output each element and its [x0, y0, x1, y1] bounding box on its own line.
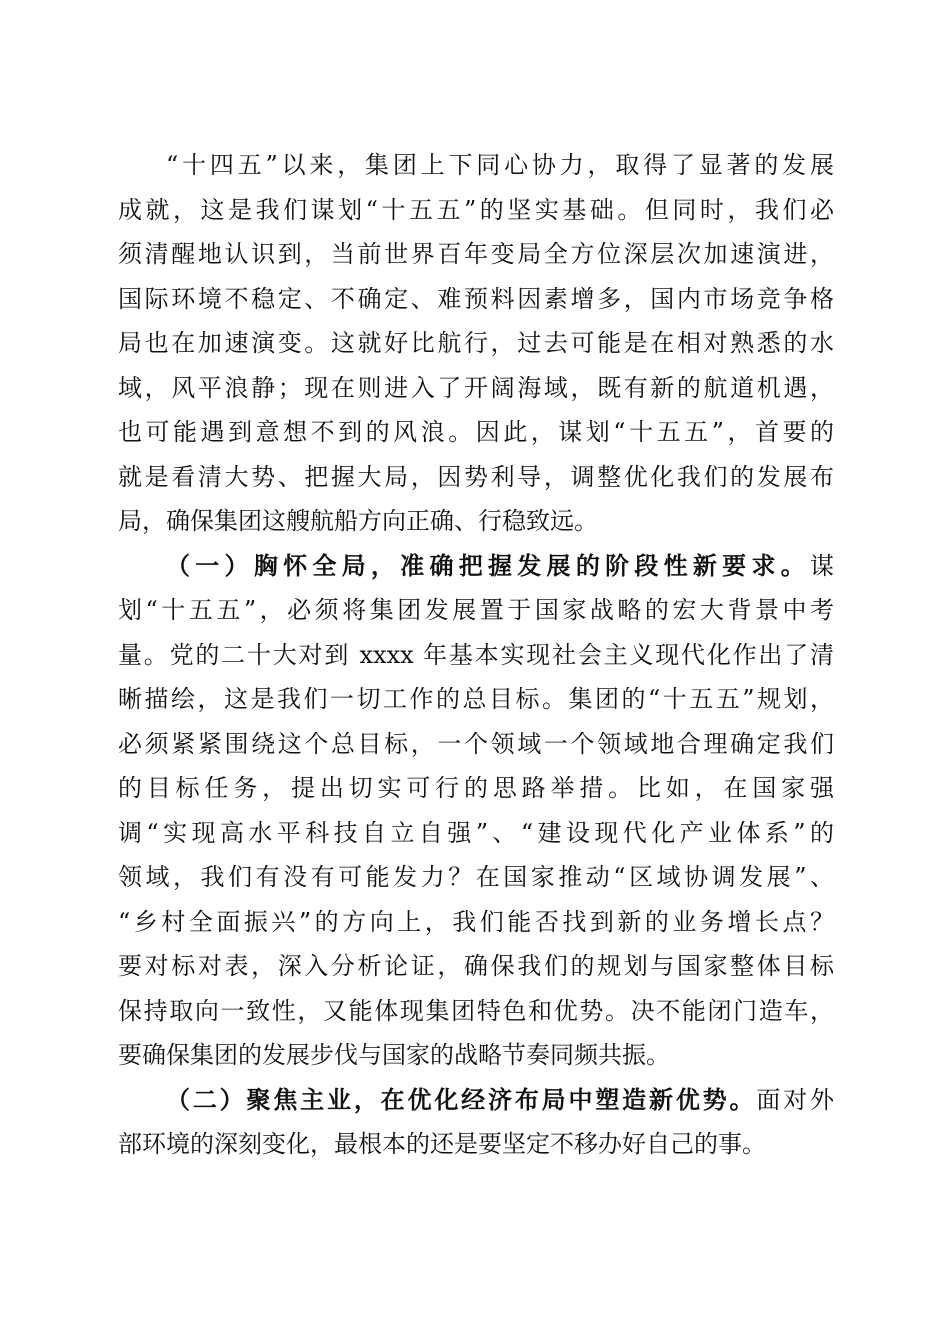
text-line: 域，风平浪静；现在则进入了开阔海域，既有新的航道机遇， — [118, 373, 834, 402]
text-line: 要确保集团的发展步伐与国家的战略节奏同频共振。 — [118, 1041, 670, 1069]
text-line: 的目标任务，提出切实可行的思路举措。比如，在国家强 — [118, 774, 834, 802]
text-line: 须清醒地认识到，当前世界百年变局全方位深层次加速演进， — [118, 240, 834, 268]
text-line — [118, 544, 834, 589]
text-line: 量。党的二十大对到 xxxx 年基本实现社会主义现代化作出了清 — [118, 640, 834, 669]
section-heading-continuation: 谋 — [810, 551, 834, 580]
text-line: 部环境的深刻变化，最根本的还是要坚定不移办好自己的事。 — [118, 1130, 766, 1158]
section-heading: （一）胸怀全局，准确把握发展的阶段性新要求。 — [166, 550, 810, 580]
text-line: 晰描绘，这是我们一切工作的总目标。集团的“十五五”规划， — [118, 685, 834, 713]
text-line: 调“实现高水平科技自立自强”、“建设现代化产业体系”的 — [118, 818, 834, 847]
section-heading: （二）聚焦主业，在优化经济布局中塑造新优势。 — [166, 1084, 757, 1114]
text-line: 要对标对表，深入分析论证，确保我们的规划与国家整体目标 — [118, 952, 834, 980]
text-line: 成就，这是我们谋划“十五五”的坚实基础。但同时，我们必 — [118, 195, 834, 224]
text-line: 划“十五五”，必须将集团发展置于国家战略的宏大背景中考 — [118, 596, 834, 624]
text-line: 局也在加速演变。这就好比航行，过去可能是在相对熟悉的水 — [118, 329, 834, 357]
paragraph-section-1 — [118, 544, 834, 1078]
document-body — [118, 143, 834, 1167]
text-line: 必须紧紧围绕这个总目标，一个领域一个领域地合理确定我们 — [118, 729, 834, 758]
paragraph-intro — [118, 143, 834, 544]
text-line — [118, 1078, 834, 1123]
text-line: 就是看清大势、把握大局，因势利导，调整优化我们的发展布 — [118, 462, 834, 491]
text-line: “十四五”以来，集团上下同心协力，取得了显著的发展 — [166, 151, 834, 179]
text-line: 局，确保集团这艘航船方向正确、行稳致远。 — [118, 507, 598, 535]
text-line: “乡村全面振兴”的方向上，我们能否找到新的业务增长点？ — [118, 907, 834, 936]
text-line: 国际环境不稳定、不确定、难预料因素增多，国内市场竞争格 — [118, 284, 834, 313]
paragraph-section-2 — [118, 1078, 834, 1167]
text-line: 领域，我们有没有可能发力？在国家推动“区域协调发展”、 — [118, 863, 834, 891]
section-heading-continuation: 面对外 — [756, 1085, 835, 1114]
text-line: 也可能遇到意想不到的风浪。因此，谋划“十五五”，首要的 — [118, 418, 834, 446]
text-line: 保持取向一致性，又能体现集团特色和优势。决不能闭门造车， — [118, 996, 834, 1025]
